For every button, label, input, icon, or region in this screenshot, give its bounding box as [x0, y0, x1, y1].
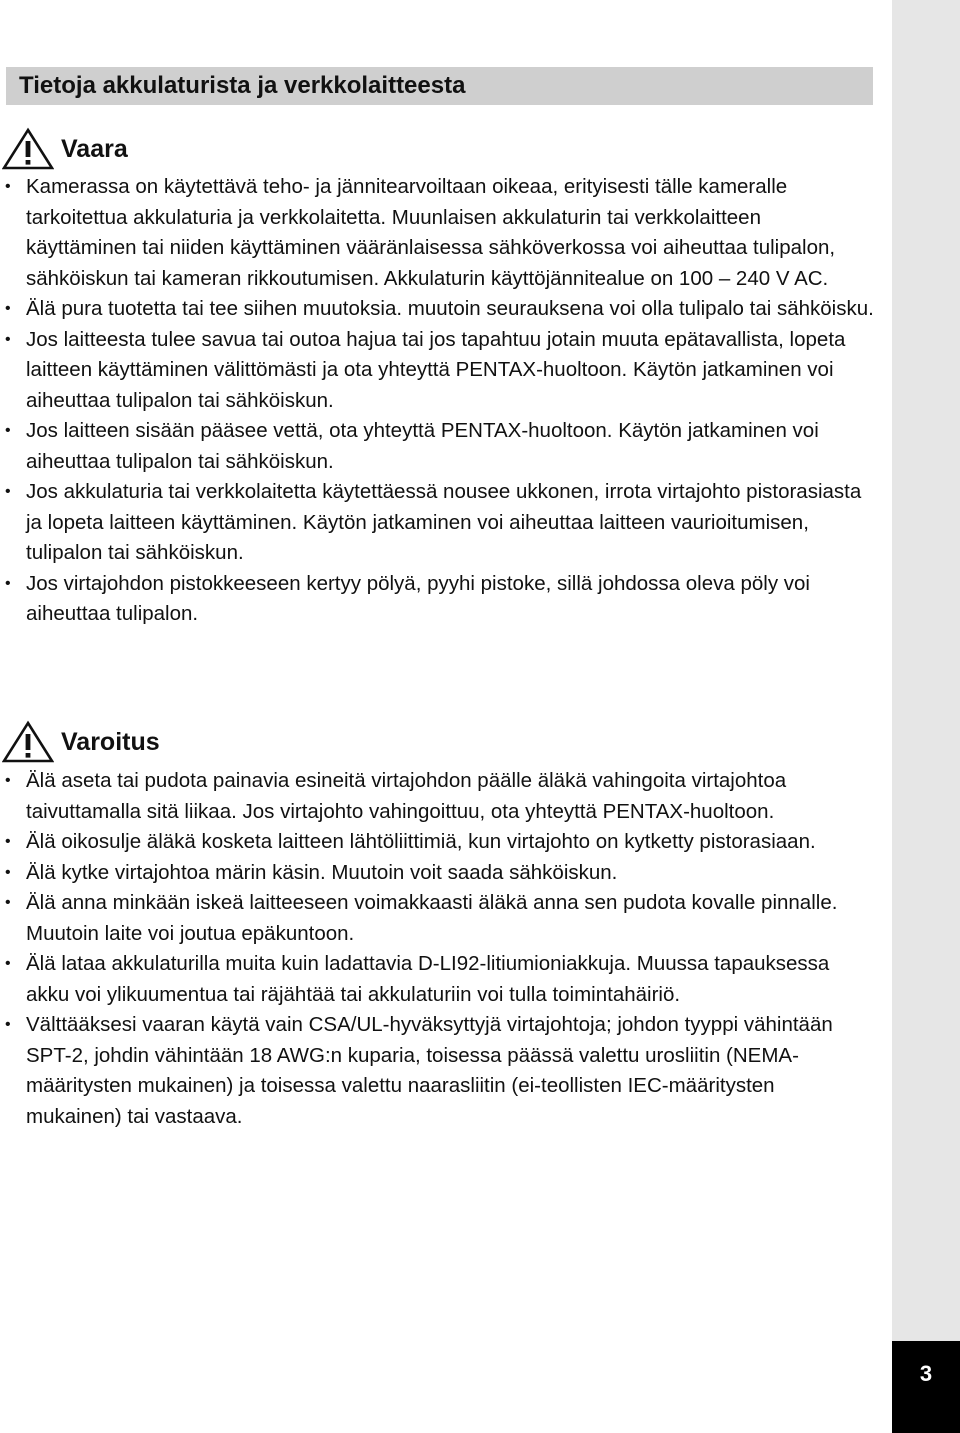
bullet: • — [5, 863, 11, 881]
warning-triangle-icon — [2, 720, 54, 764]
list-item — [0, 949, 875, 1010]
list-item — [0, 569, 875, 630]
list-item — [0, 325, 875, 417]
bullet: • — [5, 833, 11, 850]
caution-heading — [2, 720, 160, 764]
section-title-bar — [6, 67, 873, 105]
caution-heading-label: Varoitus — [61, 727, 160, 756]
list-item-text: Jos akkulaturia tai verkkolaitetta käytettäessä nousee ukkonen, irrota virtajohto pistorasiasta ja lopeta laitteen käyttäminen. Käytön jatkaminen voi aiheuttaa laitteen vaurioitumisen, tulipalon tai sähköiskun. — [26, 480, 862, 564]
list-item — [0, 888, 875, 949]
bullet: • — [5, 483, 11, 500]
list-item — [0, 294, 875, 325]
bullet: • — [5, 772, 11, 789]
side-margin-strip — [892, 0, 960, 1433]
bullet: • — [5, 894, 11, 911]
list-item — [0, 827, 875, 858]
bullet: • — [5, 574, 11, 592]
bullet: • — [5, 955, 11, 972]
section-title: Tietoja akkulaturista ja verkkolaitteesta — [19, 72, 466, 99]
list-item-text: Älä aseta tai pudota painavia esineitä virtajohdon päälle äläkä vahingoita virtajohtoa taivuttamalla sitä liikaa. Jos virtajohto vahingoittuu, ota yhteyttä PENTAX-huoltoon. — [26, 769, 787, 823]
danger-heading-label: Vaara — [61, 134, 128, 163]
bullet: • — [5, 330, 11, 348]
list-item-text: Kamerassa on käytettävä teho- ja jännitearvoiltaan oikeaa, erityisesti tälle kameralle tarkoitettua akkulaturia ja verkkolaitetta. Muunlaisen akkulaturin tai verkkolaitteen käyttäminen tai niiden käyttäminen vääränlaisessa sähköverkossa voi aiheuttaa tulipalon, sähköiskun tai kameran rikkoutumisen. Akkulaturin käyttöjännitealue on 100 – 240 V AC. — [26, 175, 836, 290]
list-item — [0, 172, 875, 294]
list-item-text: Älä anna minkään iskeä laitteeseen voimakkaasti äläkä anna sen pudota kovalle pinnalle. Muutoin laite voi joutua epäkuntoon. — [26, 891, 838, 945]
bullet: • — [5, 1016, 11, 1033]
list-item-text: Älä oikosulje äläkä kosketa laitteen lähtöliittimiä, kun virtajohto on kytketty pistorasiaan. — [26, 830, 816, 853]
list-item-text: Jos virtajohdon pistokkeeseen kertyy pölyä, pyyhi pistoke, sillä johdossa oleva pöly voi aiheuttaa tulipalon. — [26, 571, 810, 625]
danger-list — [0, 172, 875, 630]
bullet: • — [5, 300, 11, 317]
list-item-text: Älä kytke virtajohtoa märin käsin. Muutoin voit saada sähköiskun. — [26, 860, 618, 884]
danger-heading — [2, 127, 128, 171]
list-item-text: Älä pura tuotetta tai tee siihen muutoksia. muutoin seurauksena voi olla tulipalo tai sähköisku. — [26, 297, 874, 320]
bullet: • — [5, 178, 11, 195]
list-item-text: Jos laitteesta tulee savua tai outoa hajua tai jos tapahtuu jotain muuta epätavallista, lopeta laitteen käyttäminen välittömästi ja ota yhteyttä PENTAX-huoltoon. Käytön jatkaminen voi aiheuttaa tulipalon tai sähköiskun. — [26, 327, 846, 412]
page-number: 3 — [919, 1361, 933, 1386]
page-number-tab — [892, 1341, 960, 1433]
list-item — [0, 416, 875, 477]
bullet: • — [5, 422, 11, 439]
list-item-text: Jos laitteen sisään pääsee vettä, ota yhteyttä PENTAX-huoltoon. Käytön jatkaminen voi aiheuttaa tulipalon tai sähköiskun. — [26, 419, 819, 473]
list-item-text: Välttääksesi vaaran käytä vain CSA/UL-hyväksyttyjä virtajohtoja; johdon tyyppi vähintään SPT-2, johdin vähintään 18 AWG:n kuparia, toisessa päässä valettu urosliitin (NEMA-määritysten mukainen) ja toisessa valettu naarasliitin (ei-teollisten IEC-määritysten mukainen) tai vastaava. — [26, 1013, 833, 1128]
list-item — [0, 477, 875, 569]
list-item — [0, 766, 875, 827]
list-item — [0, 858, 875, 889]
list-item-text: Älä lataa akkulaturilla muita kuin ladattavia D-LI92-litiumioniakkuja. Muussa tapauksessa akku voi ylikuumentua tai räjähtää tai akkulaturiin voi tulla toimintahäiriö. — [26, 952, 830, 1006]
warning-triangle-icon — [2, 127, 54, 171]
caution-list — [0, 766, 875, 1132]
list-item — [0, 1010, 875, 1132]
